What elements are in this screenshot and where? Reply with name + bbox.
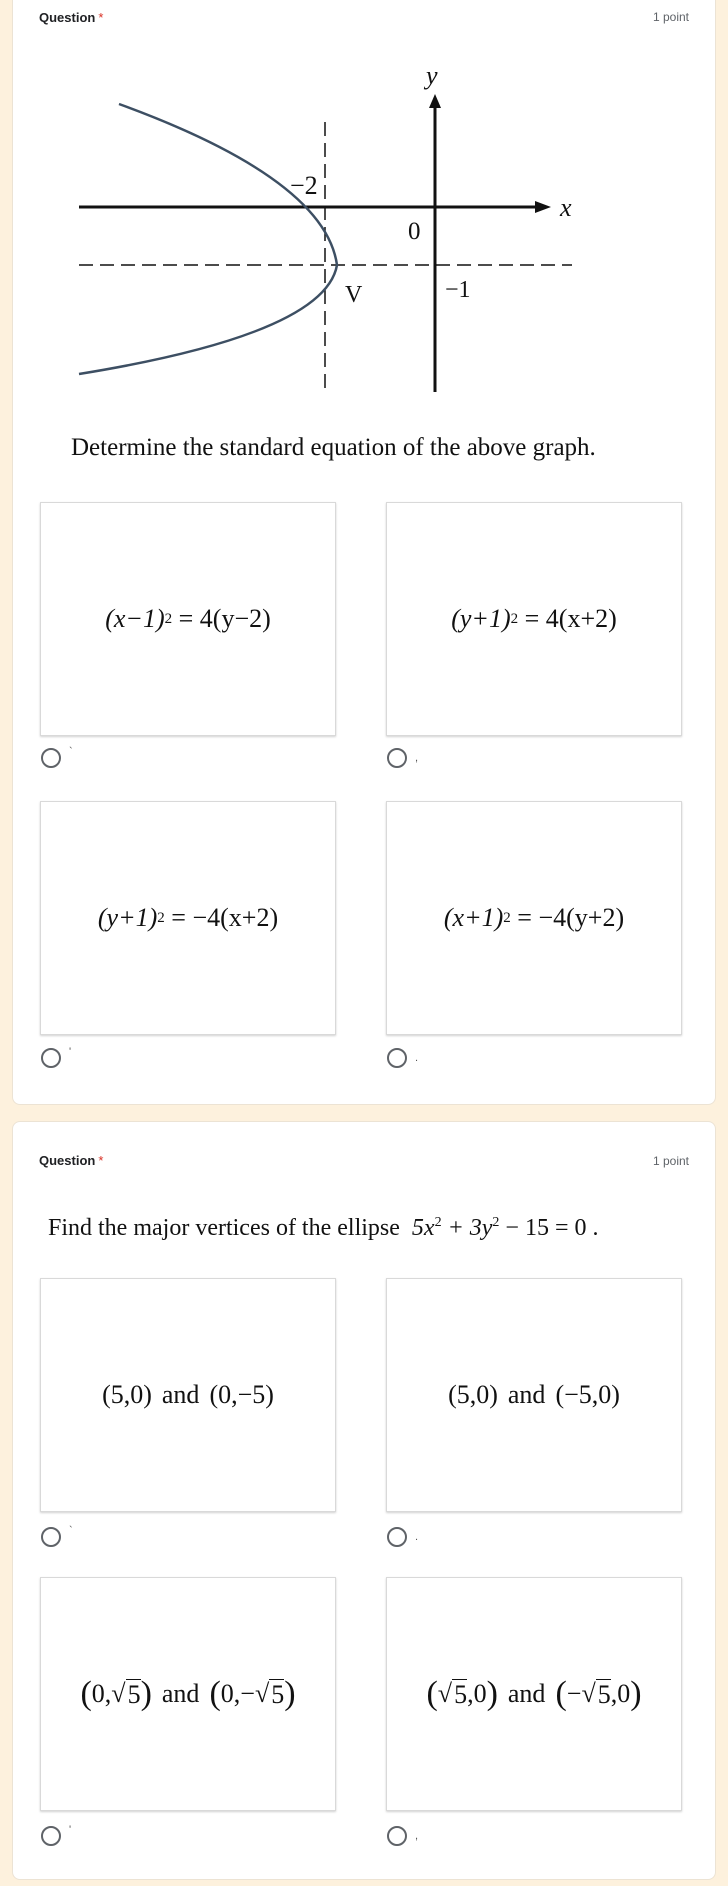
option-mark-b: . <box>415 1531 419 1543</box>
option-mark-a: ` <box>69 1525 73 1537</box>
option-radio-b[interactable] <box>387 748 407 768</box>
question-title: Question * <box>39 10 104 25</box>
question-points: 1 point <box>652 10 689 24</box>
ellipse-equation: $5x^2 + 3y^2$ <box>411 1215 500 1241</box>
option-image-b[interactable]: (5,0) and (−5,0) <box>386 1278 682 1512</box>
question-prompt: Find the major vertices of the ellipse $5x^2 + 3y^2 - 15 = 0$ . <box>48 1215 599 1241</box>
option-mark-d: , <box>415 1830 419 1842</box>
option-mark-b: , <box>415 752 419 764</box>
required-marker: * <box>98 1153 104 1168</box>
y-axis-label: y <box>426 64 438 90</box>
parabola-graph <box>67 64 587 404</box>
option-mark-c: ' <box>69 1046 72 1058</box>
option-image-d[interactable]: (x+1) 2 = −4(y+2) <box>386 801 682 1035</box>
option-mark-d: . <box>415 1052 419 1064</box>
option-image-d[interactable]: ( √ 5 ,0 ) and ( − √ 5 ,0 ) <box>386 1577 682 1811</box>
option-mark-c: ' <box>69 1824 72 1836</box>
y-axis-arrow <box>429 94 441 108</box>
option-image-a[interactable]: (5,0) and (0,−5) <box>40 1278 336 1512</box>
question-card-1 <box>12 0 716 1105</box>
parabola-curve <box>79 104 337 374</box>
origin-label: 0 <box>408 218 421 245</box>
x-axis-arrow <box>535 201 551 213</box>
question-prompt: Determine the standard equation of the above graph. <box>71 434 596 461</box>
option-image-b[interactable]: (y+1) 2 = 4(x+2) <box>386 502 682 736</box>
option-radio-b[interactable] <box>387 1527 407 1547</box>
x-tick-label: −2 <box>290 171 318 200</box>
option-radio-a[interactable] <box>41 1527 61 1547</box>
option-mark-a: ` <box>69 746 73 758</box>
option-radio-c[interactable] <box>41 1048 61 1068</box>
option-image-a[interactable]: (x−1) 2 = 4(y−2) <box>40 502 336 736</box>
option-image-c[interactable]: (y+1) 2 = −4(x+2) <box>40 801 336 1035</box>
option-radio-d[interactable] <box>387 1048 407 1068</box>
y-tick-label: −1 <box>445 277 471 303</box>
x-axis-label: x <box>560 193 572 222</box>
option-radio-d[interactable] <box>387 1826 407 1846</box>
question-points: 1 point <box>652 1154 689 1168</box>
option-image-c[interactable]: ( 0, √ 5 ) and ( 0,− √ 5 ) <box>40 1577 336 1811</box>
vertex-label: V <box>345 282 363 308</box>
question-title: Question * <box>39 1153 104 1168</box>
question-card-2 <box>12 1121 716 1880</box>
option-radio-c[interactable] <box>41 1826 61 1846</box>
required-marker: * <box>98 10 104 25</box>
option-radio-a[interactable] <box>41 748 61 768</box>
